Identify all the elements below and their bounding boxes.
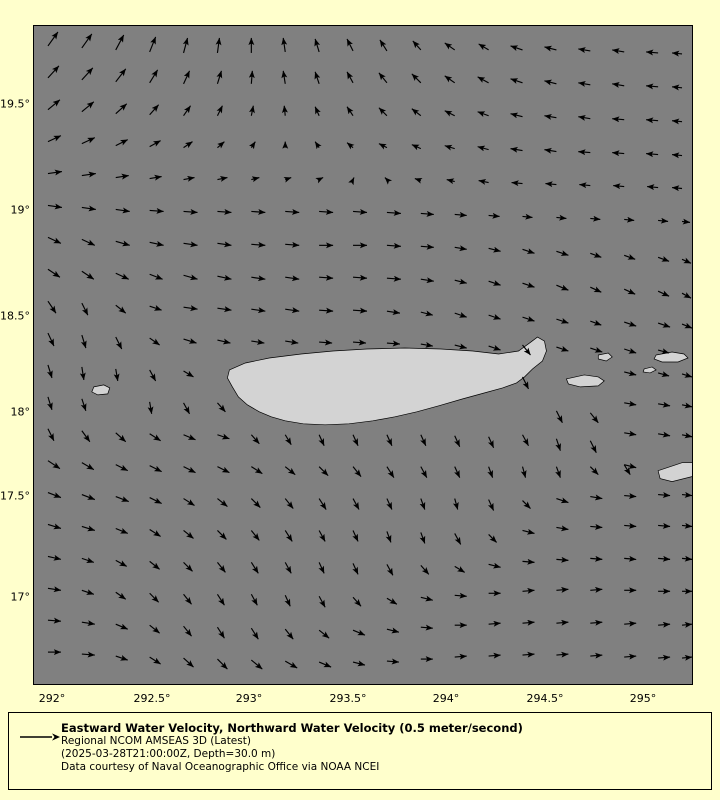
map-plot-area[interactable] <box>33 25 693 685</box>
legend-time-depth-line: (2025-03-28T21:00:00Z, Depth=30.0 m) <box>61 748 276 760</box>
x-tick-293: 293° <box>235 692 263 705</box>
y-tick-19-5: 19.5° <box>0 97 30 111</box>
legend-credit-line: Data courtesy of Naval Oceanographic Office via NOAA NCEI <box>61 761 380 773</box>
legend-title: Eastward Water Velocity, Northward Water Velocity (0.5 meter/second) <box>61 721 523 735</box>
y-tick-17-5: 17.5° <box>0 489 30 503</box>
x-tick-292-5: 292.5° <box>133 692 171 705</box>
x-tick-294-5: 294.5° <box>526 692 564 705</box>
x-tick-293-5: 293.5° <box>329 692 367 705</box>
x-tick-295: 295° <box>629 692 657 705</box>
vector-arrow-icon <box>19 731 61 743</box>
vector-field-map <box>34 26 692 684</box>
land-polygons <box>92 337 692 482</box>
y-tick-19: 19° <box>10 203 30 217</box>
y-tick-17: 17° <box>10 590 30 604</box>
x-tick-292: 292° <box>38 692 66 705</box>
x-tick-294: 294° <box>432 692 460 705</box>
y-tick-18: 18° <box>10 405 30 419</box>
legend-box <box>8 712 712 790</box>
y-tick-18-5: 18.5° <box>0 309 30 323</box>
legend-model-line: Regional NCOM AMSEAS 3D (Latest) <box>61 735 251 747</box>
legend-text-block <box>61 721 707 774</box>
